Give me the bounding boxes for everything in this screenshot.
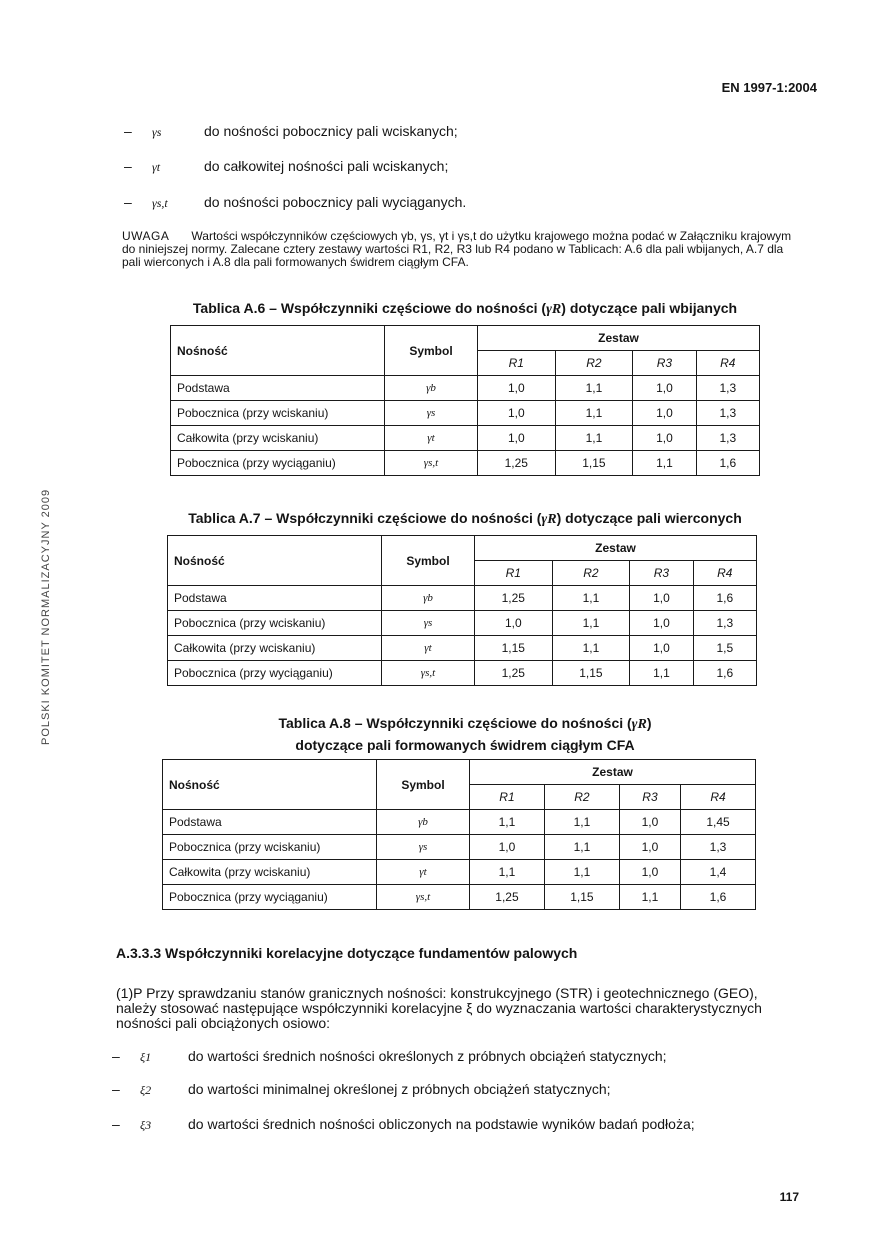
cell-value: 1,0 — [470, 835, 545, 860]
bullet-item — [112, 1116, 695, 1133]
bullet-item — [124, 158, 448, 175]
cell-value: 1,3 — [696, 376, 759, 401]
title-part: ) dotyczące pali wbijanych — [561, 300, 738, 316]
title-symbol: γR — [631, 717, 647, 732]
cell-name: Podstawa — [168, 586, 382, 611]
cell-symbol: γb — [377, 810, 470, 835]
cell-name: Pobocznica (przy wciskaniu) — [168, 611, 382, 636]
bullet-symbol: ξ2 — [140, 1083, 152, 1097]
header-zestaw: Zestaw — [470, 760, 756, 785]
cell-value: 1,45 — [681, 810, 756, 835]
cell-value: 1,3 — [696, 426, 759, 451]
cell-name: Pobocznica (przy wciskaniu) — [171, 401, 385, 426]
cell-value: 1,15 — [475, 636, 553, 661]
cell-symbol: γt — [377, 860, 470, 885]
cell-name: Podstawa — [163, 810, 377, 835]
cell-value: 1,6 — [693, 661, 756, 686]
bullet-dash: – — [124, 194, 132, 210]
bullet-dash: – — [124, 158, 132, 174]
cell-value: 1,0 — [475, 611, 553, 636]
table-row — [163, 810, 756, 835]
cell-value: 1,3 — [681, 835, 756, 860]
table-a6 — [170, 325, 760, 476]
cell-value: 1,25 — [475, 586, 553, 611]
cell-value: 1,1 — [555, 376, 633, 401]
header-set: R1 — [478, 351, 556, 376]
header-set: R2 — [544, 785, 619, 810]
bullet-item — [124, 123, 458, 140]
cell-value: 1,0 — [478, 376, 556, 401]
page-number: 117 — [779, 1190, 799, 1204]
header-set: R1 — [475, 561, 553, 586]
cell-value: 1,0 — [478, 401, 556, 426]
table-row — [168, 661, 757, 686]
cell-value: 1,25 — [478, 451, 556, 476]
header-set: R4 — [693, 561, 756, 586]
cell-symbol: γs — [385, 401, 478, 426]
bullet-text: do całkowitej nośności pali wciskanych; — [204, 158, 449, 174]
table-a8 — [162, 759, 756, 910]
bullet-item — [112, 1048, 667, 1065]
cell-value: 1,6 — [696, 451, 759, 476]
cell-symbol: γb — [385, 376, 478, 401]
note-text: Wartości współczynników częściowych γb, γs, γt i γs,t do użytku krajowego można podać w Załączniku krajowym do niniejszej normy. Zalecane cztery zestawy wartości R1, R2, R3 lub R4 podano w Tablicach: A.6 dla pali wbijanych, A.7 dla pali wierconych i A.8 dla pali formowanych świdrem ciągłym CFA. — [122, 229, 792, 269]
table-a7-title — [120, 510, 810, 528]
cell-value: 1,0 — [619, 835, 680, 860]
bullet-dash: – — [112, 1081, 120, 1097]
cell-value: 1,1 — [555, 426, 633, 451]
cell-symbol: γs — [377, 835, 470, 860]
bullet-symbol: ξ3 — [140, 1118, 152, 1132]
cell-value: 1,1 — [555, 401, 633, 426]
header-set: R1 — [470, 785, 545, 810]
bullet-dash: – — [112, 1116, 120, 1132]
cell-value: 1,0 — [478, 426, 556, 451]
bullet-symbol: γs,t — [152, 196, 168, 210]
table-row — [171, 451, 760, 476]
table-row — [168, 611, 757, 636]
title-part: Tablica A.8 – Współczynniki częściowe do nośności ( — [278, 715, 632, 731]
cell-value: 1,25 — [470, 885, 545, 910]
cell-symbol: γs,t — [385, 451, 478, 476]
header-zestaw: Zestaw — [478, 326, 760, 351]
cell-value: 1,3 — [693, 611, 756, 636]
cell-value: 1,0 — [633, 426, 696, 451]
cell-value: 1,0 — [619, 860, 680, 885]
cell-symbol: γs,t — [377, 885, 470, 910]
cell-value: 1,1 — [544, 835, 619, 860]
bullet-text: do wartości minimalnej określonej z próbnych obciążeń statycznych; — [188, 1081, 611, 1097]
cell-symbol: γb — [382, 586, 475, 611]
cell-value: 1,0 — [630, 586, 693, 611]
table-row — [168, 586, 757, 611]
cell-value: 1,15 — [544, 885, 619, 910]
cell-value: 1,0 — [633, 376, 696, 401]
title-symbol: γR — [546, 302, 562, 317]
title-part: Tablica A.7 – Współczynniki częściowe do nośności ( — [188, 510, 542, 526]
cell-name: Całkowita (przy wciskaniu) — [171, 426, 385, 451]
header-set: R2 — [555, 351, 633, 376]
header-set: R4 — [696, 351, 759, 376]
bullet-item — [112, 1081, 611, 1098]
cell-value: 1,1 — [630, 661, 693, 686]
cell-symbol: γt — [385, 426, 478, 451]
header-nosnosc: Nośność — [171, 326, 385, 376]
header-nosnosc: Nośność — [168, 536, 382, 586]
title-line-2: dotyczące pali formowanych świdrem ciągłym CFA — [295, 737, 635, 753]
cell-name: Pobocznica (przy wyciąganiu) — [168, 661, 382, 686]
table-row — [168, 636, 757, 661]
bullet-symbol: ξ1 — [140, 1050, 152, 1064]
cell-value: 1,0 — [619, 810, 680, 835]
cell-value: 1,1 — [544, 860, 619, 885]
cell-value: 1,6 — [681, 885, 756, 910]
table-row — [171, 401, 760, 426]
bullet-text: do wartości średnich nośności obliczonych na podstawie wyników badań podłoża; — [188, 1116, 695, 1132]
cell-value: 1,6 — [693, 586, 756, 611]
cell-symbol: γs — [382, 611, 475, 636]
header-set: R3 — [619, 785, 680, 810]
table-row — [171, 426, 760, 451]
header-set: R3 — [630, 561, 693, 586]
cell-name: Pobocznica (przy wciskaniu) — [163, 835, 377, 860]
table-a6-title — [120, 300, 810, 318]
bullet-item — [124, 194, 466, 211]
cell-name: Podstawa — [171, 376, 385, 401]
section-title: A.3.3.3 Współczynniki korelacyjne dotyczące fundamentów palowych — [116, 945, 578, 961]
table-row — [171, 376, 760, 401]
cell-value: 1,25 — [475, 661, 553, 686]
cell-name: Pobocznica (przy wyciąganiu) — [163, 885, 377, 910]
header-zestaw: Zestaw — [475, 536, 757, 561]
section-paragraph: (1)P Przy sprawdzaniu stanów granicznych nośności: konstrukcyjnego (STR) i geotechnicznego (GEO), należy stosować następujące współczynniki korelacyjne ξ do wyznaczania wartości charakterystycznych nośności pali obciążonych osiowo: — [116, 985, 762, 1031]
note-label: UWAGA — [122, 229, 170, 243]
table-row — [163, 885, 756, 910]
header-set: R2 — [552, 561, 630, 586]
cell-value: 1,0 — [630, 611, 693, 636]
bullet-text: do wartości średnich nośności określonych z próbnych obciążeń statycznych; — [188, 1048, 667, 1064]
header-set: R4 — [681, 785, 756, 810]
cell-value: 1,1 — [552, 586, 630, 611]
title-part: Tablica A.6 – Współczynniki częściowe do nośności ( — [192, 300, 547, 316]
table-a8-title — [120, 713, 810, 755]
bullet-dash: – — [124, 123, 132, 139]
title-symbol: γR — [541, 512, 557, 527]
cell-value: 1,1 — [470, 810, 545, 835]
cell-symbol: γs,t — [382, 661, 475, 686]
bullet-symbol: γs — [152, 125, 162, 139]
cell-value: 1,0 — [630, 636, 693, 661]
header-set: R3 — [633, 351, 696, 376]
cell-value: 1,1 — [633, 451, 696, 476]
bullet-text: do nośności pobocznicy pali wciskanych; — [204, 123, 458, 139]
cell-symbol: γt — [382, 636, 475, 661]
bullet-symbol: γt — [152, 160, 161, 174]
cell-value: 1,4 — [681, 860, 756, 885]
document-code: EN 1997-1:2004 — [721, 80, 817, 95]
header-symbol: Symbol — [382, 536, 475, 586]
cell-name: Całkowita (przy wciskaniu) — [168, 636, 382, 661]
cell-value: 1,15 — [552, 661, 630, 686]
side-watermark-text: POLSKI KOMITET NORMALIZACYJNY 2009 — [40, 488, 52, 745]
table-row — [163, 860, 756, 885]
cell-value: 1,1 — [544, 810, 619, 835]
cell-value: 1,1 — [470, 860, 545, 885]
bullet-text: do nośności pobocznicy pali wyciąganych. — [204, 194, 467, 210]
cell-value: 1,5 — [693, 636, 756, 661]
title-part: ) dotyczące pali wierconych — [556, 510, 742, 526]
cell-value: 1,0 — [633, 401, 696, 426]
table-row — [163, 835, 756, 860]
cell-value: 1,1 — [552, 611, 630, 636]
cell-value: 1,3 — [696, 401, 759, 426]
table-a7 — [167, 535, 757, 686]
header-symbol: Symbol — [385, 326, 478, 376]
cell-name: Pobocznica (przy wyciąganiu) — [171, 451, 385, 476]
cell-value: 1,1 — [552, 636, 630, 661]
title-part: ) — [646, 715, 652, 731]
note-paragraph — [122, 230, 802, 269]
cell-value: 1,1 — [619, 885, 680, 910]
bullet-dash: – — [112, 1048, 120, 1064]
cell-name: Całkowita (przy wciskaniu) — [163, 860, 377, 885]
header-nosnosc: Nośność — [163, 760, 377, 810]
header-symbol: Symbol — [377, 760, 470, 810]
cell-value: 1,15 — [555, 451, 633, 476]
